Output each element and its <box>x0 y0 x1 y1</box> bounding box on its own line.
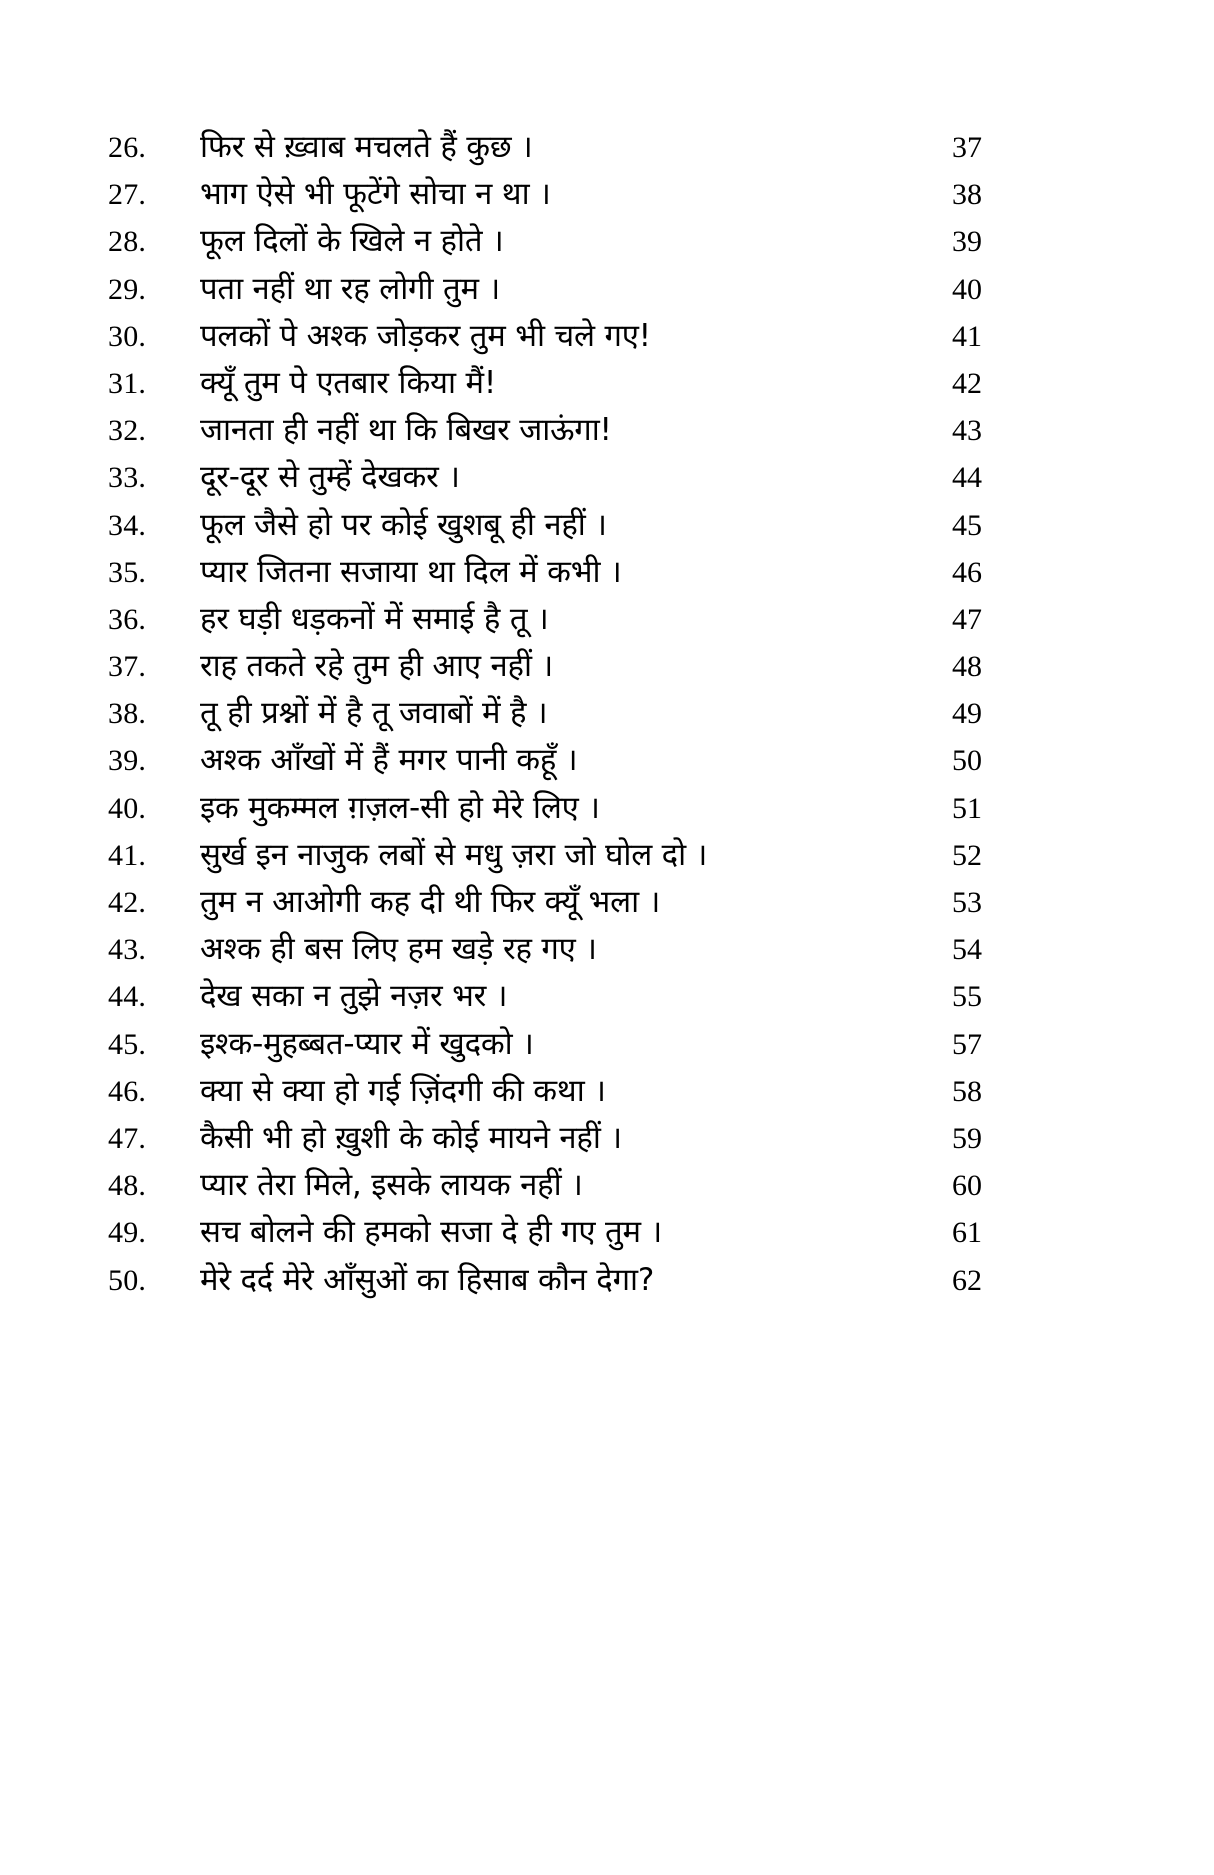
toc-entry-number: 44. <box>108 980 147 1014</box>
toc-entry-title[interactable]: भाग ऐसे भी फूटेंगे सोचा न था । <box>200 176 551 213</box>
toc-entry-number: 30. <box>108 319 147 353</box>
toc-entry-title[interactable]: इक मुकम्मल ग़ज़ल-सी हो मेरे लिए । <box>200 789 600 826</box>
toc-entry-number: 45. <box>108 1027 147 1061</box>
toc-entry-row[interactable] <box>108 553 1048 604</box>
toc-entry-number: 39. <box>108 744 147 778</box>
toc-entry-title[interactable]: अश्क ही बस लिए हम खड़े रह गए । <box>200 931 597 968</box>
toc-entry-page-number[interactable]: 38 <box>952 178 982 212</box>
toc-entry-title[interactable]: सच बोलने की हमको सजा दे ही गए तुम । <box>200 1214 663 1251</box>
toc-entry-row[interactable] <box>108 1167 1048 1217</box>
toc-entry-number: 26. <box>108 131 147 164</box>
toc-entry-page-number[interactable]: 46 <box>952 555 982 589</box>
toc-entry-page-number[interactable]: 44 <box>952 461 982 495</box>
toc-entry-page-number[interactable]: 40 <box>952 272 982 306</box>
toc-entry-row[interactable] <box>108 270 1048 321</box>
toc-entry-row[interactable] <box>108 884 1048 934</box>
toc-entry-title[interactable]: क्यूँ तुम पे एतबार किया मैं! <box>200 364 497 401</box>
toc-entry-page-number[interactable]: 51 <box>952 791 982 825</box>
toc-entry-number: 34. <box>108 508 147 542</box>
toc-entry-row[interactable] <box>108 412 1048 462</box>
toc-entry-number: 46. <box>108 1074 147 1108</box>
toc-entry-number: 36. <box>108 602 147 636</box>
toc-entry-page-number[interactable]: 39 <box>952 225 982 259</box>
toc-entry-page-number[interactable]: 42 <box>952 366 982 400</box>
toc-entry-number: 42. <box>108 886 147 919</box>
toc-entry-number: 38. <box>108 697 147 731</box>
toc-entry-title[interactable]: पलकों पे अश्क जोड़कर तुम भी चले गए! <box>200 317 651 354</box>
toc-entry-title[interactable]: फूल दिलों के खिले न होते । <box>200 223 504 260</box>
toc-entry-page-number[interactable]: 41 <box>952 319 982 353</box>
toc-entry-title[interactable]: क्या से क्या हो गई ज़िंदगी की कथा । <box>200 1072 606 1109</box>
toc-entry-number: 47. <box>108 1121 147 1155</box>
toc-entry-row[interactable] <box>108 1025 1048 1076</box>
toc-entry-number: 41. <box>108 838 147 872</box>
toc-entry-title[interactable]: राह तकते रहे तुम ही आए नहीं । <box>200 648 554 685</box>
toc-entry-page-number[interactable]: 47 <box>952 602 982 636</box>
toc-entry-row[interactable] <box>108 600 1048 651</box>
toc-entry-page-number[interactable]: 55 <box>952 980 982 1014</box>
toc-entry-number: 43. <box>108 933 147 967</box>
toc-entry-row[interactable] <box>108 1119 1048 1170</box>
toc-entry-row[interactable] <box>108 223 1048 273</box>
toc-entry-title[interactable]: जानता ही नहीं था कि बिखर जाऊंगा! <box>200 412 612 449</box>
toc-entry-row[interactable] <box>108 1214 1048 1264</box>
toc-entry-row[interactable] <box>108 978 1048 1028</box>
toc-entry-row[interactable] <box>108 789 1048 840</box>
toc-entry-row[interactable] <box>108 129 1048 179</box>
toc-entry-page-number[interactable]: 48 <box>952 650 982 684</box>
toc-entry-number: 35. <box>108 555 147 589</box>
toc-entry-row[interactable] <box>108 742 1048 792</box>
toc-entry-number: 49. <box>108 1216 147 1250</box>
toc-entry-page-number[interactable]: 43 <box>952 414 982 448</box>
toc-entry-number: 28. <box>108 225 147 259</box>
toc-entry-page-number[interactable]: 58 <box>952 1074 982 1108</box>
toc-entry-page-number[interactable]: 52 <box>952 838 982 872</box>
toc-entry-title[interactable]: प्यार जितना सजाया था दिल में कभी । <box>200 553 622 590</box>
toc-entry-number: 40. <box>108 791 147 825</box>
toc-entry-number: 50. <box>108 1263 147 1297</box>
toc-entry-page-number[interactable]: 37 <box>952 131 982 164</box>
toc-entry-title[interactable]: पता नहीं था रह लोगी तुम । <box>200 270 500 307</box>
toc-entry-number: 27. <box>108 178 147 212</box>
toc-entry-page-number[interactable]: 57 <box>952 1027 982 1061</box>
table-of-contents-list <box>108 129 1048 1312</box>
toc-entry-title[interactable]: सुर्ख इन नाजुक लबों से मधु ज़रा जो घोल दो । <box>200 836 708 873</box>
toc-entry-page-number[interactable]: 49 <box>952 697 982 731</box>
toc-entry-title[interactable]: प्यार तेरा मिले, इसके लायक नहीं । <box>200 1167 583 1204</box>
toc-entry-title[interactable]: तू ही प्रश्नों में है तू जवाबों में है । <box>200 695 548 732</box>
toc-entry-row[interactable] <box>108 1072 1048 1123</box>
toc-entry-title[interactable]: हर घड़ी धड़कनों में समाई है तू । <box>200 600 549 637</box>
toc-entry-number: 48. <box>108 1169 147 1203</box>
toc-entry-row[interactable] <box>108 695 1048 745</box>
toc-entry-page-number[interactable]: 62 <box>952 1263 982 1297</box>
toc-entry-title[interactable]: फूल जैसे हो पर कोई खुशबू ही नहीं । <box>200 506 607 543</box>
toc-entry-page-number[interactable]: 54 <box>952 933 982 967</box>
toc-entry-number: 37. <box>108 650 147 684</box>
toc-entry-number: 33. <box>108 461 147 495</box>
toc-entry-row[interactable] <box>108 1261 1048 1312</box>
toc-entry-number: 31. <box>108 366 147 400</box>
toc-entry-title[interactable]: कैसी भी हो ख़ुशी के कोई मायने नहीं । <box>200 1119 622 1156</box>
toc-entry-number: 29. <box>108 272 147 306</box>
toc-entry-page-number[interactable]: 61 <box>952 1216 982 1250</box>
toc-entry-row[interactable] <box>108 364 1048 415</box>
toc-entry-title[interactable]: मेरे दर्द मेरे आँसुओं का हिसाब कौन देगा? <box>200 1261 655 1298</box>
toc-entry-page-number[interactable]: 59 <box>952 1121 982 1155</box>
toc-entry-title[interactable]: फिर से ख़्वाब मचलते हैं कुछ । <box>200 129 533 165</box>
toc-entry-number: 32. <box>108 414 147 448</box>
toc-entry-row[interactable] <box>108 648 1048 698</box>
toc-entry-title[interactable]: अश्क आँखों में हैं मगर पानी कहूँ । <box>200 742 578 779</box>
toc-entry-row[interactable] <box>108 459 1048 509</box>
toc-entry-title[interactable]: दूर-दूर से तुम्हें देखकर । <box>200 459 460 496</box>
toc-entry-title[interactable]: देख सका न तुझे नज़र भर । <box>200 978 508 1015</box>
toc-entry-page-number[interactable]: 60 <box>952 1169 982 1203</box>
toc-entry-row[interactable] <box>108 317 1048 368</box>
toc-entry-row[interactable] <box>108 836 1048 887</box>
toc-entry-title[interactable]: तुम न आओगी कह दी थी फिर क्यूँ भला । <box>200 884 661 920</box>
toc-entry-row[interactable] <box>108 176 1048 226</box>
toc-entry-page-number[interactable]: 53 <box>952 886 982 919</box>
toc-entry-page-number[interactable]: 45 <box>952 508 982 542</box>
toc-entry-row[interactable] <box>108 931 1048 981</box>
toc-entry-page-number[interactable]: 50 <box>952 744 982 778</box>
toc-entry-row[interactable] <box>108 506 1048 557</box>
toc-entry-title[interactable]: इश्क-मुहब्बत-प्यार में खुदको । <box>200 1025 534 1062</box>
